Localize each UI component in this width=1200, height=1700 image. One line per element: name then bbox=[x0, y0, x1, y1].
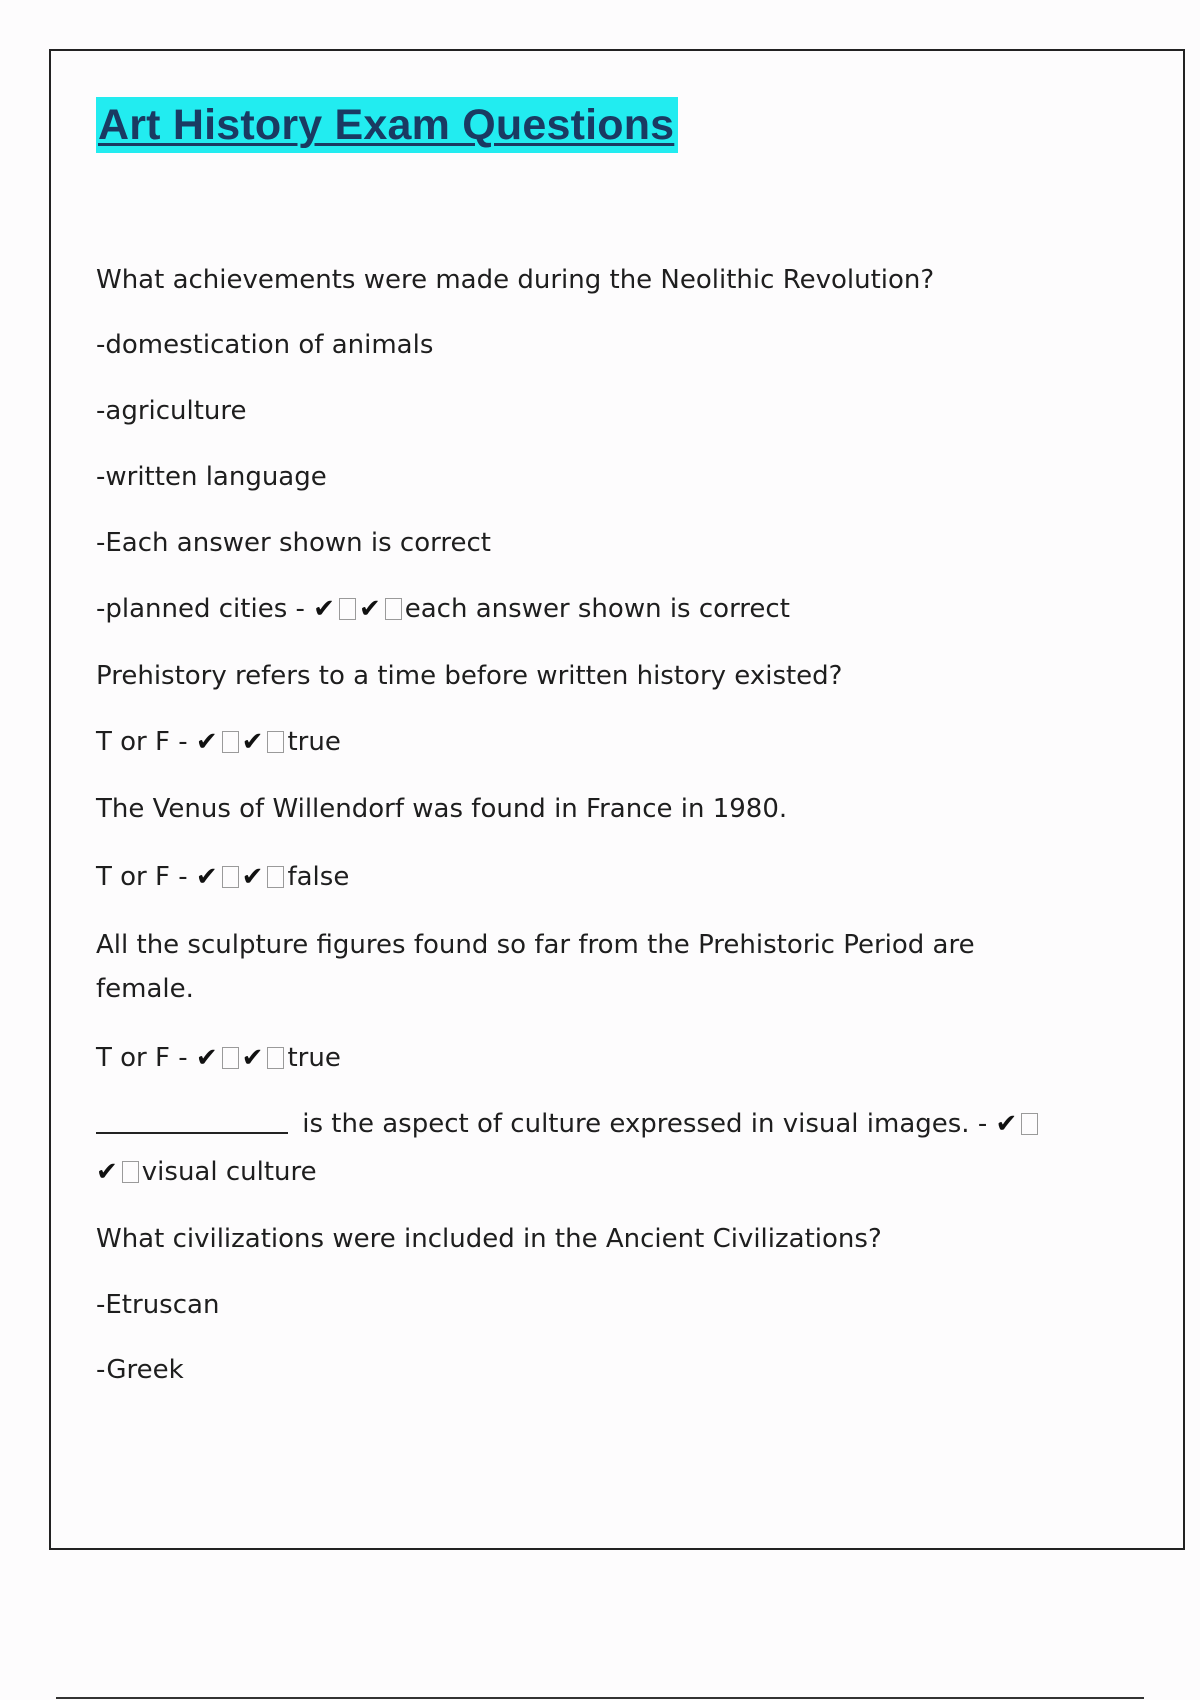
question-visual-culture bbox=[96, 1102, 1041, 1146]
answer-option: -Greek bbox=[96, 1355, 184, 1385]
check-icon: ✔ bbox=[195, 727, 218, 757]
answer-option: -agriculture bbox=[96, 396, 247, 426]
checkbox-icon bbox=[267, 866, 284, 888]
answer-line-sculpture bbox=[96, 1036, 341, 1080]
answer-text: true bbox=[287, 1043, 341, 1073]
check-icon: ✔ bbox=[241, 727, 264, 757]
checkbox-icon bbox=[222, 866, 239, 888]
check-icon: ✔ bbox=[241, 862, 264, 892]
check-icon: ✔ bbox=[195, 1043, 218, 1073]
checkbox-icon bbox=[222, 731, 239, 753]
answer-line-planned-cities bbox=[96, 587, 790, 631]
check-icon: ✔ bbox=[96, 1157, 118, 1187]
answer-text: visual culture bbox=[141, 1157, 317, 1187]
checkbox-icon bbox=[339, 598, 356, 620]
answer-option-text: -planned cities - bbox=[96, 594, 314, 624]
question-neolithic: What achievements were made during the Neolithic Revolution? bbox=[96, 265, 935, 295]
question-sculpture-figures-cont: female. bbox=[96, 974, 194, 1004]
question-text: is the aspect of culture expressed in visual images. - bbox=[294, 1109, 996, 1139]
check-icon: ✔ bbox=[313, 594, 335, 624]
answer-text: false bbox=[287, 862, 350, 892]
check-icon: ✔ bbox=[995, 1109, 1018, 1139]
true-false-prompt: T or F - bbox=[96, 727, 196, 757]
question-ancient-civilizations: What civilizations were included in the Ancient Civilizations? bbox=[96, 1224, 882, 1254]
footer-divider bbox=[56, 1697, 1144, 1699]
answer-option: -Etruscan bbox=[96, 1290, 220, 1320]
question-venus-willendorf: The Venus of Willendorf was found in France in 1980. bbox=[96, 794, 788, 824]
checkbox-icon bbox=[122, 1161, 139, 1183]
check-icon: ✔ bbox=[241, 1043, 264, 1073]
answer-line-visual-culture bbox=[96, 1150, 317, 1194]
question-sculpture-figures: All the sculpture figures found so far from the Prehistoric Period are bbox=[96, 930, 975, 960]
checkbox-icon bbox=[222, 1047, 239, 1069]
answer-line-venus bbox=[96, 855, 349, 899]
checkbox-icon bbox=[1021, 1113, 1038, 1135]
check-icon: ✔ bbox=[358, 594, 381, 624]
answer-line-prehistory bbox=[96, 720, 341, 764]
answer-text: each answer shown is correct bbox=[404, 594, 790, 624]
check-icon: ✔ bbox=[195, 862, 218, 892]
answer-text: true bbox=[287, 727, 341, 757]
document-title: Art History Exam Questions bbox=[96, 97, 678, 153]
true-false-prompt: T or F - bbox=[96, 862, 196, 892]
question-prehistory: Prehistory refers to a time before written history existed? bbox=[96, 661, 843, 691]
answer-option: -Each answer shown is correct bbox=[96, 528, 491, 558]
answer-option: -domestication of animals bbox=[96, 330, 434, 360]
checkbox-icon bbox=[267, 1047, 284, 1069]
true-false-prompt: T or F - bbox=[96, 1043, 196, 1073]
fill-in-blank bbox=[96, 1106, 288, 1134]
checkbox-icon bbox=[267, 731, 284, 753]
checkbox-icon bbox=[385, 598, 402, 620]
answer-option: -written language bbox=[96, 462, 327, 492]
